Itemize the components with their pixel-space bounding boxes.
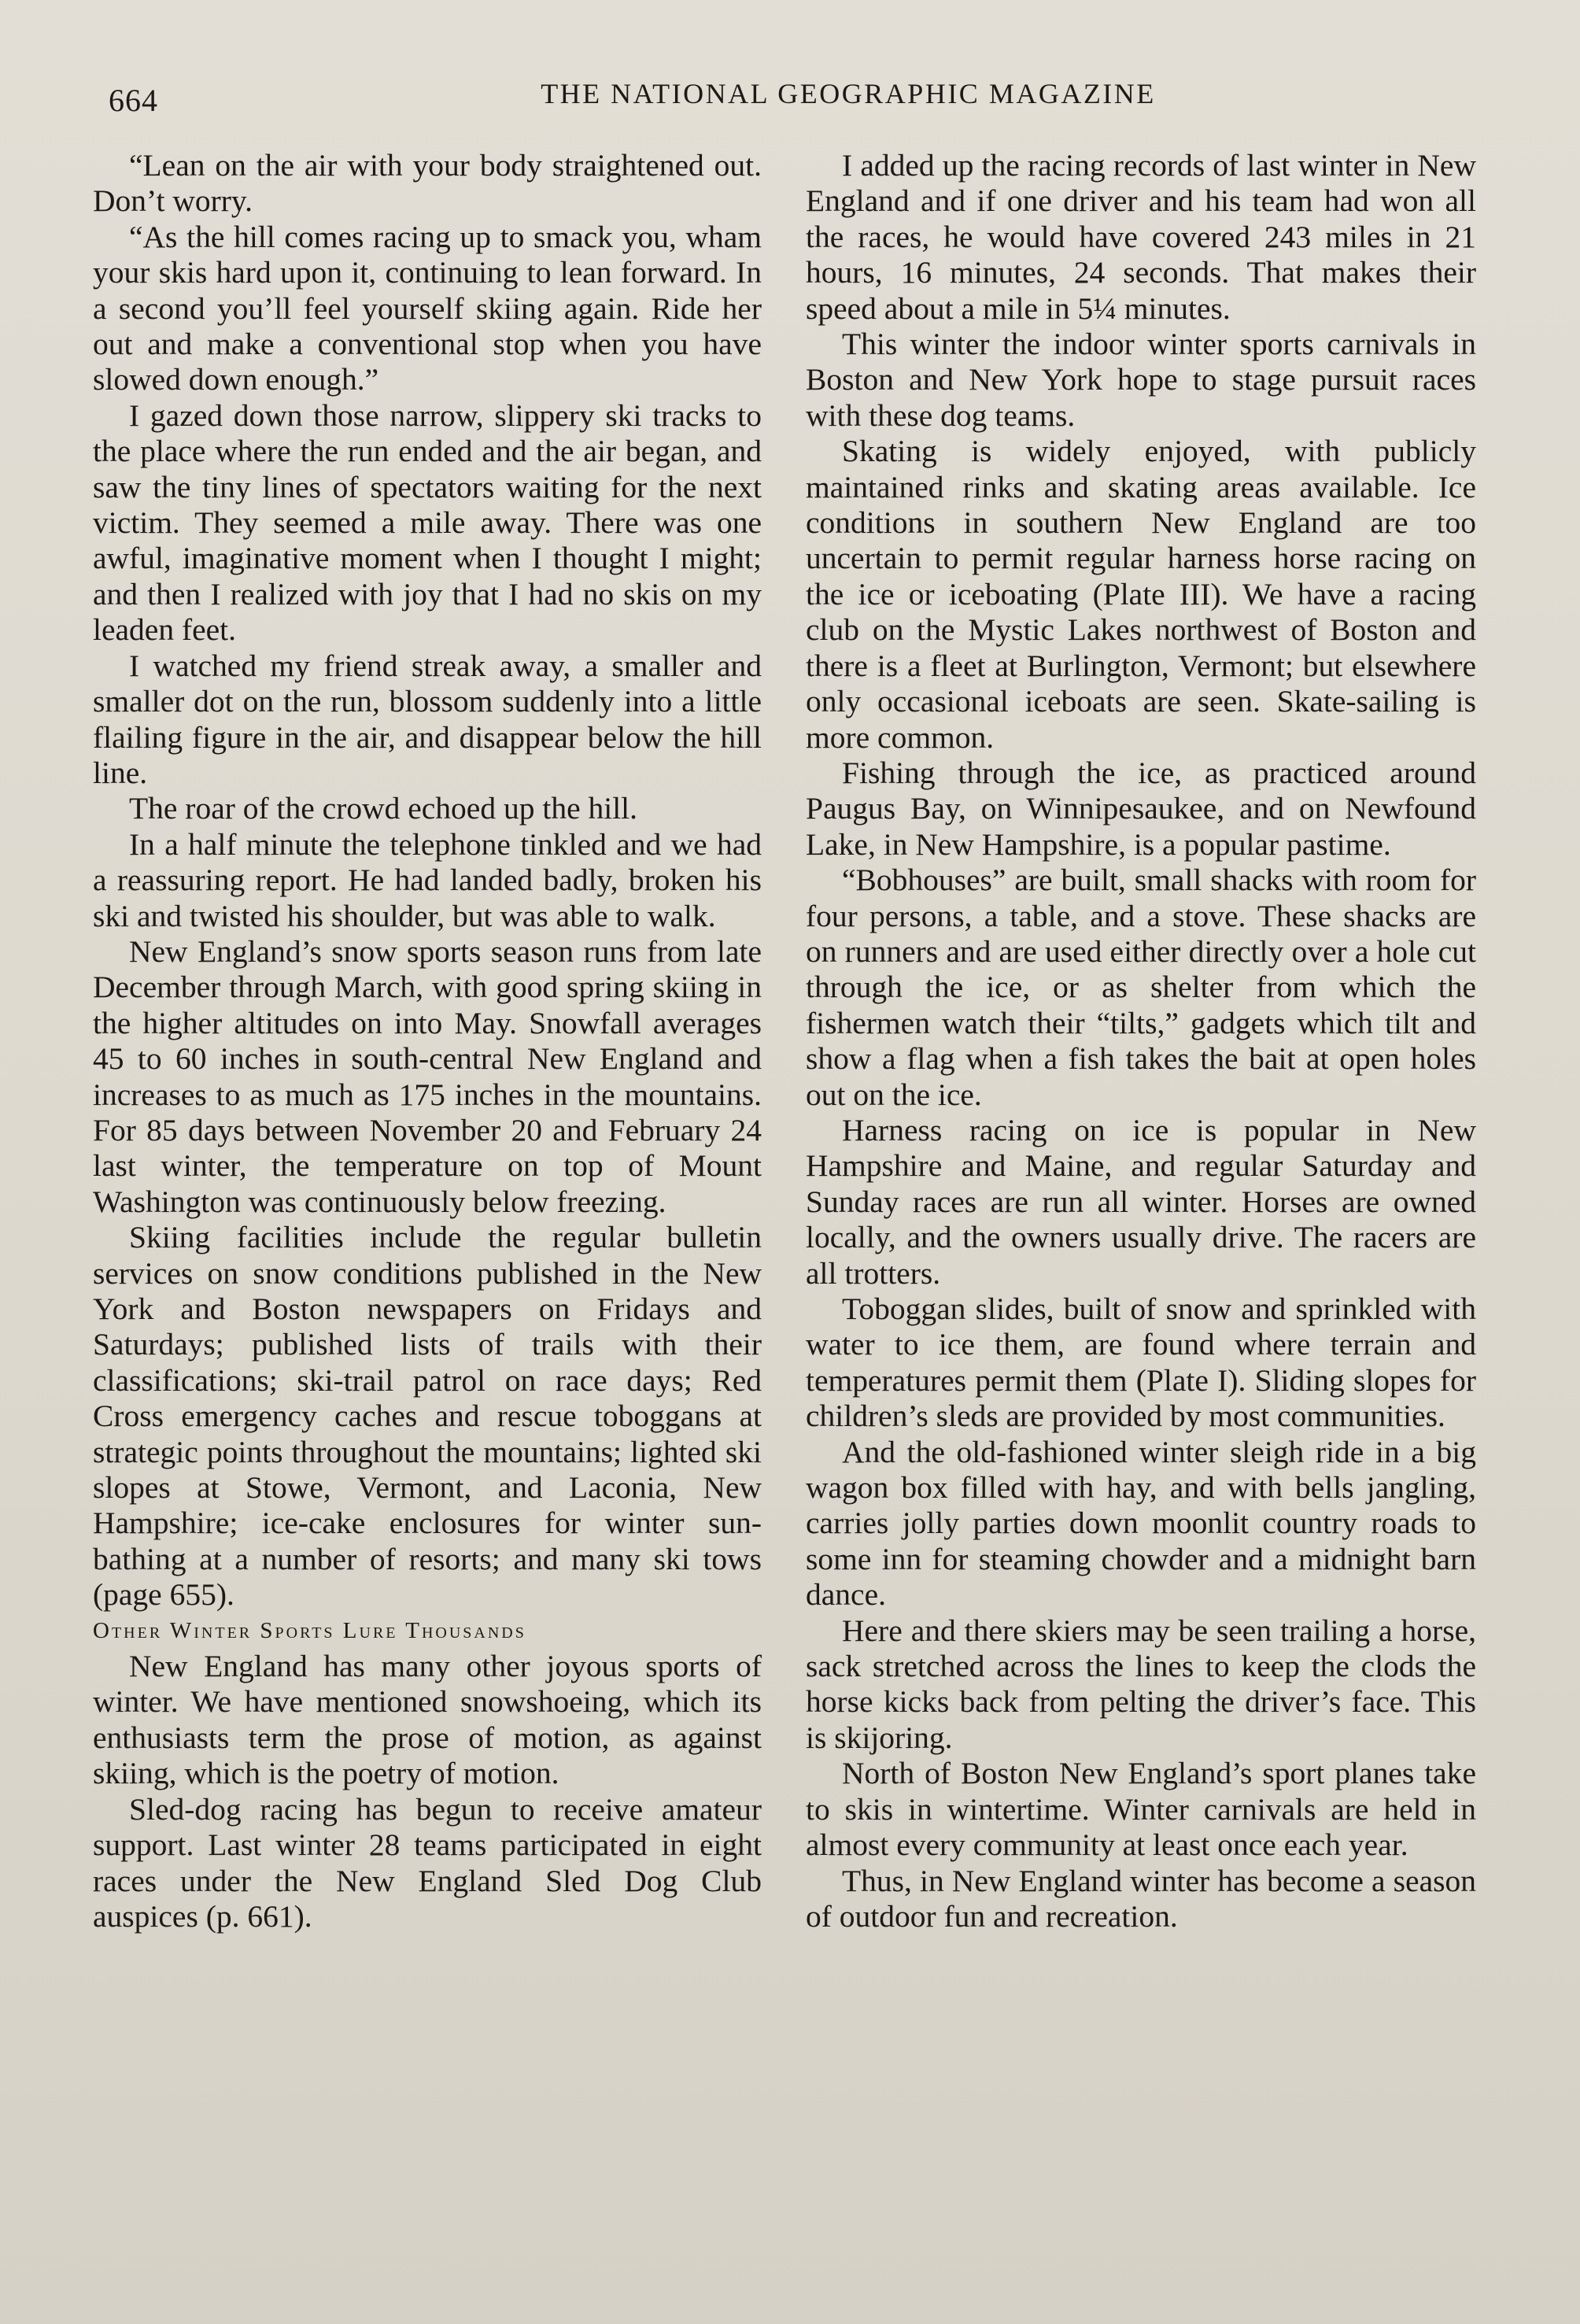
paragraph: “As the hill comes racing up to smack you, wham your skis hard upon it, continuing to lean forward. In a second you’ll feel yourself skiing again. Ride her out and make a conventional stop when you have slowed down enough.” — [93, 219, 762, 397]
paragraph: Toboggan slides, built of snow and sprinkled with water to ice them, are found where terrain and temperatures permit them (Plate I). Sliding slopes for children’s sleds are provided by most communities. — [806, 1291, 1476, 1434]
paragraph: In a half minute the telephone tinkled and we had a reassuring report. He had landed badly, broken his ski and twisted his shoulder, but was able to walk. — [93, 826, 762, 933]
section-heading: Other Winter Sports Lure Thousands — [93, 1617, 526, 1643]
paragraph: I watched my friend streak away, a smaller and smaller dot on the run, blossom suddenly into a little flailing figure in the air, and disappear below the hill line. — [93, 648, 762, 790]
page-number: 664 — [109, 83, 158, 118]
paragraph: “Bobhouses” are built, small shacks with room for four persons, a table, and a stove. These shacks are on runners and are used either directly over a hole cut through the ice, or as shelter from which the fishermen watch their “tilts,” gadgets which tilt and show a flag when a fish takes the bait at open holes out on the ice. — [806, 863, 1476, 1112]
paragraph: And the old-fashioned winter sleigh ride in a big wagon box filled with hay, and with bells jangling, carries jolly parties down moonlit country roads to some inn for steaming chowder and a midnight barn dance. — [806, 1434, 1476, 1613]
right-column — [806, 148, 1476, 1934]
paragraph: “Lean on the air with your body straightened out. Don’t worry. — [93, 148, 762, 219]
page-header — [109, 72, 1478, 120]
running-title: THE NATIONAL GEOGRAPHIC MAGAZINE — [541, 78, 1156, 109]
paragraph: I added up the racing records of last winter in New England and if one driver and his team had won all the races, he would have covered 243 miles in 21 hours, 16 minutes, 24 seconds. That makes their speed about a mile in 5¼ minutes. — [806, 148, 1476, 326]
left-column — [93, 148, 762, 1934]
paragraph: Skating is widely enjoyed, with publicly maintained rinks and skating areas available. Ice conditions in southern New England are too uncertain to permit regular harness horse racing on the ice or iceboating (Plate III). We have a racing club on the Mystic Lakes northwest of Boston and there is a fleet at Burlington, Vermont; but elsewhere only occasional iceboats are seen. Skate-sailing is more common. — [806, 434, 1476, 755]
paragraph: I gazed down those narrow, slippery ski tracks to the place where the run ended and the air began, and saw the tiny lines of spectators waiting for the next victim. They seemed a mile away. There was one awful, imaginative moment when I thought I might; and then I realized with joy that I had no skis on my leaden feet. — [93, 397, 762, 648]
paragraph: New England has many other joyous sports of winter. We have mentioned snowshoeing, which its enthusiasts term the prose of motion, as against skiing, which is the poetry of motion. — [93, 1649, 762, 1791]
paragraph: Fishing through the ice, as practiced around Paugus Bay, on Winnipesaukee, and on Newfound Lake, in New Hampshire, is a popular pastime. — [806, 755, 1476, 862]
paragraph: Sled-dog racing has begun to receive amateur support. Last winter 28 teams participated in eight races under the New England Sled Dog Club auspices (p. 661). — [93, 1791, 762, 1934]
paragraph: New England’s snow sports season runs from late December through March, with good spring skiing in the higher altitudes on into May. Snowfall averages 45 to 60 inches in south-central New England and increases to as much as 175 inches in the mountains. For 85 days between November 20 and February 24 last winter, the temperature on top of Mount Washington was continuously below freezing. — [93, 933, 762, 1219]
paragraph: This winter the indoor winter sports carnivals in Boston and New York hope to stage pursuit races with these dog teams. — [806, 327, 1476, 433]
paragraph: Skiing facilities include the regular bulletin services on snow conditions published in the New York and Boston newspapers on Fridays and Saturdays; published lists of trails with their classifications; ski-trail patrol on race days; Red Cross emergency caches and rescue toboggans at strategic points throughout the mountains; lighted ski slopes at Stowe, Vermont, and Laconia, New Hampshire; ice-cake enclosures for winter sun-bathing at a number of resorts; and many ski tows (page 655). — [93, 1220, 762, 1613]
paragraph: Thus, in New England winter has become a season of outdoor fun and recreation. — [806, 1863, 1476, 1934]
paragraph: The roar of the crowd echoed up the hill. — [129, 791, 638, 826]
paragraph: North of Boston New England’s sport planes take to skis in wintertime. Winter carnivals are held in almost every community at least once each year. — [806, 1756, 1476, 1863]
paragraph: Here and there skiers may be seen trailing a horse, sack stretched across the lines to keep the clods the horse kicks back from pelting the driver’s face. This is skijoring. — [806, 1613, 1476, 1755]
paragraph: Harness racing on ice is popular in New Hampshire and Maine, and regular Saturday and Sunday races are run all winter. Horses are owned locally, and the owners usually drive. The racers are all trotters. — [806, 1112, 1476, 1291]
